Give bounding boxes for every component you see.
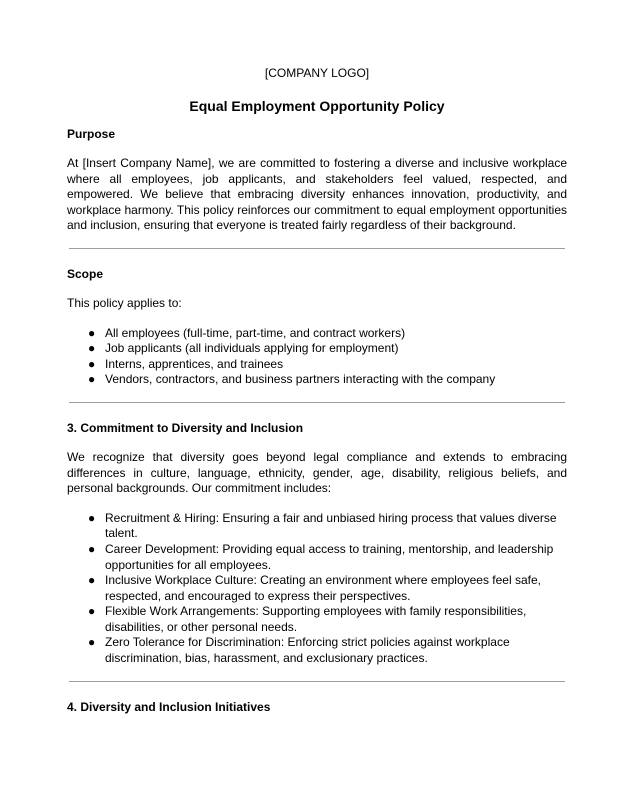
scope-intro: This policy applies to: [67, 295, 182, 310]
list-item: ● Flexible Work Arrangements: Supporting employees with family responsibilities, disabilities, or other personal needs. [88, 604, 527, 634]
list-item: ● All employees (full-time, part-time, and contract workers) [88, 325, 406, 340]
list-item: ● Vendors, contractors, and business partners interacting with the company [88, 372, 496, 387]
list-item: ● Zero Tolerance for Discrimination: Enforcing strict policies against workplace discrimination, bias, harassment, and exclusionary practices. [88, 635, 510, 666]
scope-section [67, 267, 567, 388]
company-logo-placeholder: [COMPANY LOGO] [264, 66, 370, 80]
bullet-icon: ● [88, 325, 96, 340]
list-item: ● Recruitment & Hiring: Ensuring a fair and unbiased hiring process that values diverse talent. [88, 510, 557, 541]
document-title: Equal Employment Opportunity Policy [189, 98, 445, 114]
bullet-icon: ● [88, 341, 96, 356]
list-item: ● Career Development: Providing equal access to training, mentorship, and leadership opportunities for all employees. [88, 541, 554, 572]
initiatives-heading: 4. Diversity and Inclusion Initiatives [67, 699, 271, 714]
purpose-section [67, 127, 567, 234]
bullet-icon: ● [88, 510, 96, 525]
bullet-icon: ● [88, 604, 96, 619]
purpose-paragraph: At [Insert Company Name], we are committed to fostering a diverse and inclusive workplace where all employees, job applicants, and stakeholders feel valued, respected, and empowered. We believe that embracing diversity enhances innovation, productivity, and workplace harmony. This policy reinforces our commitment to equal employment opportunities and inclusion, ensuring that everyone is treated fairly regardless of their background. [67, 156, 567, 233]
commitment-list [67, 511, 567, 667]
scope-list [67, 326, 567, 388]
bullet-icon: ● [88, 356, 96, 371]
bullet-icon: ● [88, 541, 96, 556]
bullet-icon: ● [88, 635, 96, 650]
bullet-icon: ● [88, 573, 96, 588]
list-item: ● Interns, apprentices, and trainees [88, 356, 284, 371]
list-item: ● Inclusive Workplace Culture: Creating an environment where employees feel safe, respected, and encouraged to express their perspectives. [88, 573, 541, 603]
bullet-icon: ● [88, 372, 96, 387]
scope-heading: Scope [67, 266, 104, 281]
commitment-heading: 3. Commitment to Diversity and Inclusion [67, 420, 304, 435]
commitment-intro: We recognize that diversity goes beyond legal compliance and extends to embracing differences in culture, language, ethnicity, gender, age, disability, religious beliefs, and personal backgrounds. Our commitment includes: [67, 449, 567, 496]
commitment-section [67, 421, 567, 667]
purpose-heading: Purpose [67, 127, 116, 141]
list-item: ● Job applicants (all individuals applying for employment) [88, 341, 399, 356]
initiatives-section [67, 700, 567, 715]
